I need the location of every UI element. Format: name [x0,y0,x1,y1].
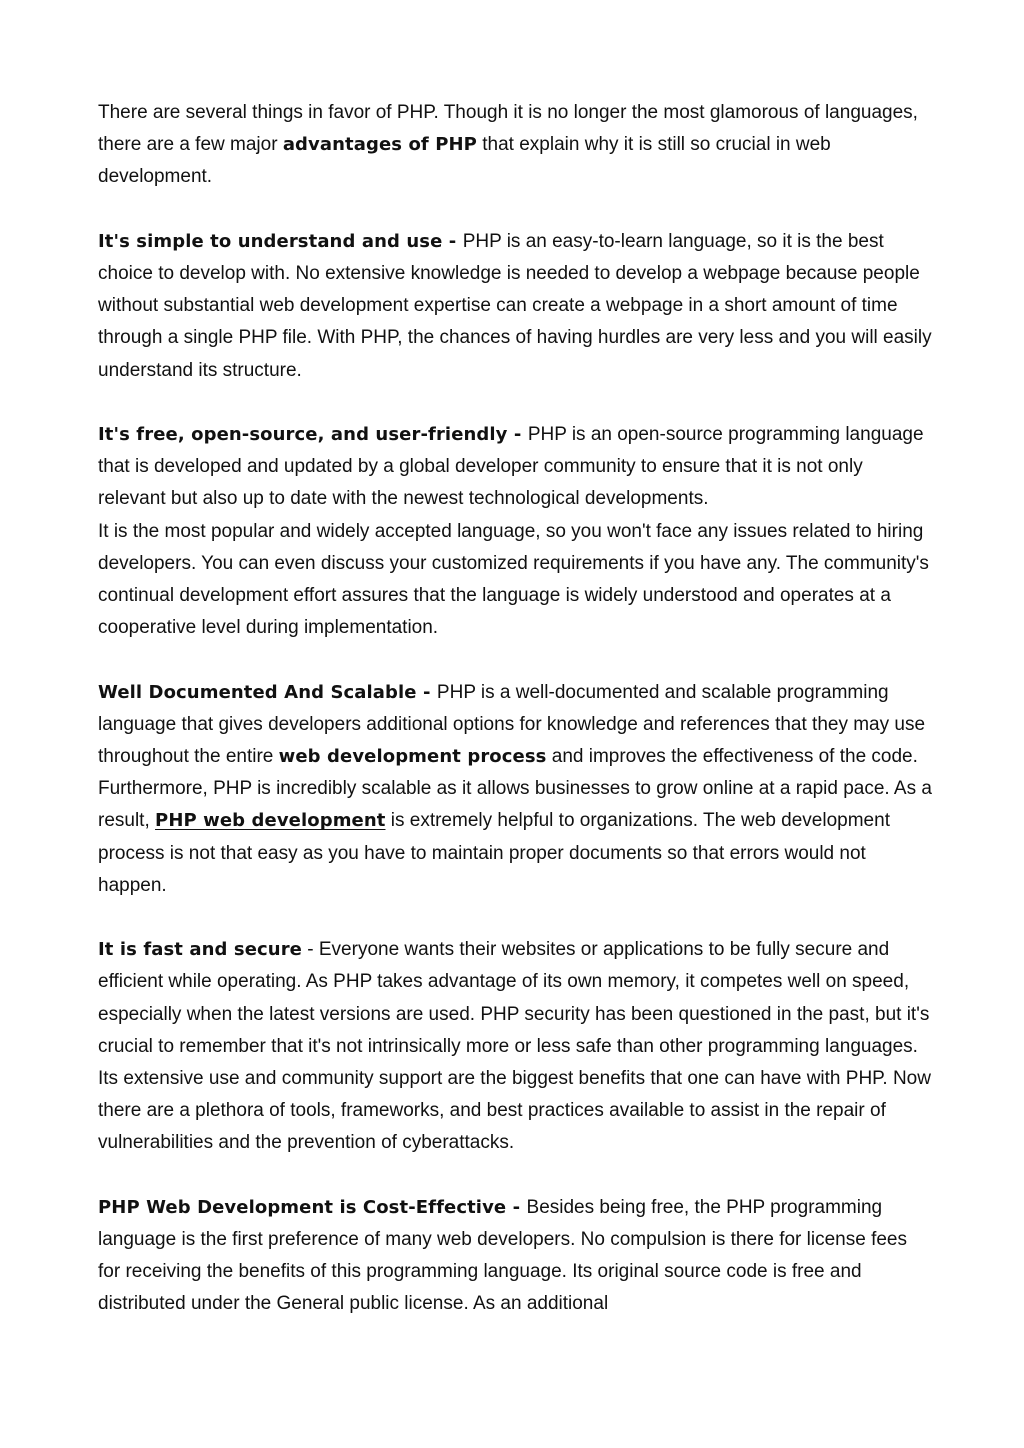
fast-text [98,934,933,1063]
free-text [98,419,933,516]
documented-paragraph [98,677,933,902]
cost-heading: PHP Web Development is Cost-Effective - [98,1196,527,1218]
intro-text [98,97,933,194]
documented-body-c: is extremely helpful to organizations. The web development process is not that easy as you have to maintain proper documents so that errors would not happen. [98,810,890,896]
fast-paragraph [98,934,933,1159]
intro-text-post: that explain why it is still so crucial in web development. [98,134,831,188]
documented-heading: Well Documented And Scalable - [98,681,437,703]
free-body-1: PHP is an open-source programming language that is developed and updated by a global developer community to ensure that it is not only relevant but also up to date with the newest technological developments. [98,424,924,510]
fast-body-2: Its extensive use and community support are the biggest benefits that one can have with PHP. Now there are a plethora of tools, frameworks, and best practices available to assist in the repair of vulnerabilities and the prevention of cyberattacks. [98,1068,931,1154]
intro-paragraph [98,97,933,194]
cost-body: Besides being free, the PHP programming language is the first preference of many web developers. No compulsion is there for license fees for receiving the benefits of this programming language. Its original source code is free and distributed under the General public license. As an additional [98,1196,907,1315]
document-page [98,97,933,1353]
php-web-development-link[interactable]: PHP web development [155,810,386,832]
intro-bold-phrase: advantages of PHP [282,134,477,156]
simple-paragraph [98,226,933,387]
documented-text [98,677,933,902]
cost-text [98,1192,933,1321]
free-heading: It's free, open-source, and user-friendly - [98,424,528,445]
simple-heading: It's simple to understand and use - [98,230,463,252]
free-body-2: It is the most popular and widely accepted language, so you won't face any issues related to hiring developers. You can even discuss your customized requirements if you have any. The community's continual development effort assures that the language is widely understood and operates at a cooperative level during implementation. [98,520,929,639]
cost-paragraph [98,1192,933,1321]
fast-body-1: - Everyone wants their websites or applications to be fully secure and efficient while operating. As PHP takes advantage of its own memory, it competes well on speed, especially when the latest versions are used. PHP security has been questioned in the past, but it's crucial to remember that it's not intrinsically more or less safe than other programming languages. [98,939,930,1057]
simple-text [98,226,933,387]
fast-heading: It is fast and secure [98,939,302,961]
documented-bold-phrase: web development process [278,746,547,768]
free-paragraph [98,419,933,644]
intro-text-pre: There are several things in favor of PHP. Though it is no longer the most glamorous of languages, there are a few major [98,102,918,156]
simple-body: PHP is an easy-to-learn language, so it is the best choice to develop with. No extensive knowledge is needed to develop a webpage because people without substantial web development expertise can create a webpage in a short amount of time through a single PHP file. With PHP, the chances of having hurdles are very less and you will easily understand its structure. [98,230,932,381]
documented-body-a: PHP is a well-documented and scalable programming language that gives developers additional options for knowledge and references that they may use throughout the entire [98,681,926,768]
documented-body-b: and improves the effectiveness of the code. Furthermore, PHP is incredibly scalable as it allows businesses to grow online at a rapid pace. As a result, [98,746,932,832]
